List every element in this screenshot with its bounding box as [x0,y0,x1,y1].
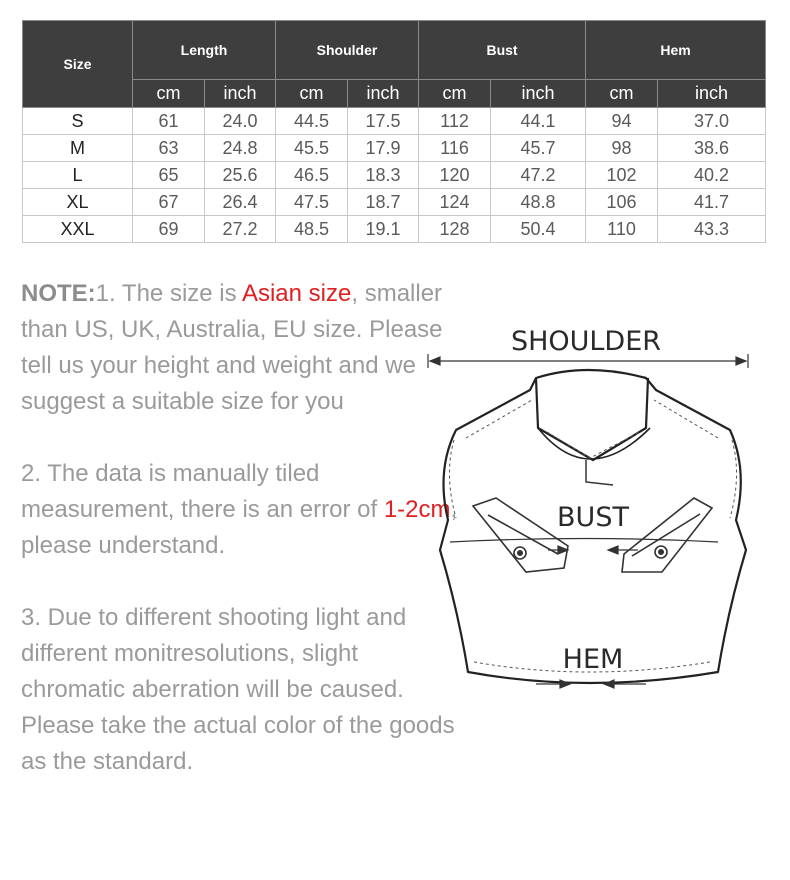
length-header: Length [133,21,276,80]
measurement-cell: 124 [419,189,491,216]
measurement-cell: 24.0 [205,108,276,135]
measurement-cell: 45.5 [276,135,348,162]
measurement-cell: 112 [419,108,491,135]
measurement-cell: 18.7 [348,189,419,216]
note-2-text-end: , please understand. [21,496,458,559]
bust-header: Bust [419,21,586,80]
size-cell: L [23,162,133,189]
measurement-cell: 17.9 [348,135,419,162]
note-1-text-end: , smaller than US, UK, Australia, EU size. Please tell us your height and weight and we suggest a suitable size for you [21,280,443,415]
measurement-cell: 116 [419,135,491,162]
hem-label: HEM [562,644,624,675]
hem-header: Hem [586,21,766,80]
right-pocket [622,498,712,572]
measurement-cell: 110 [586,216,658,243]
unit-header: inch [658,80,766,108]
size-column-header: Size [23,21,133,108]
measurement-cell: 19.1 [348,216,419,243]
measurement-cell: 44.5 [276,108,348,135]
size-cell: S [23,108,133,135]
size-chart-body [23,108,766,243]
note-2 [21,456,461,564]
measurement-cell: 94 [586,108,658,135]
table-row [23,108,766,135]
measurement-cell: 40.2 [658,162,766,189]
measurement-cell: 37.0 [658,108,766,135]
measurement-cell: 48.8 [491,189,586,216]
note-1-highlight: Asian size [241,280,352,307]
measurement-cell: 106 [586,189,658,216]
shoulder-header: Shoulder [276,21,419,80]
shoulder-label: SHOULDER [510,326,662,357]
measurement-cell: 17.5 [348,108,419,135]
left-pocket [473,498,568,572]
measurement-cell: 98 [586,135,658,162]
measurement-cell: 67 [133,189,205,216]
measurement-cell: 61 [133,108,205,135]
unit-header: cm [419,80,491,108]
size-cell: XL [23,189,133,216]
placket-line [586,460,613,485]
measurement-cell: 43.3 [658,216,766,243]
note-2-text: 2. The data is manually tiled measurement, there is an error of [21,460,384,523]
measurement-cell: 41.7 [658,189,766,216]
garment-stitching [449,400,736,672]
measurement-cell: 47.5 [276,189,348,216]
unit-header: inch [491,80,586,108]
measurement-cell: 24.8 [205,135,276,162]
measurement-cell: 38.6 [658,135,766,162]
measurement-cell: 69 [133,216,205,243]
notes-section [21,276,461,816]
unit-header: inch [205,80,276,108]
note-1-text: 1. The size is [95,280,242,307]
size-cell: XXL [23,216,133,243]
garment-measurement-diagram [418,310,768,710]
note-label: NOTE: [21,280,96,307]
table-row [23,135,766,162]
measurement-cell: 120 [419,162,491,189]
measurement-cell: 47.2 [491,162,586,189]
unit-header: cm [586,80,658,108]
measurement-cell: 48.5 [276,216,348,243]
note-1 [21,276,461,420]
table-row [23,189,766,216]
measurement-cell: 65 [133,162,205,189]
measurement-cell: 63 [133,135,205,162]
measurement-cell: 102 [586,162,658,189]
unit-header: cm [276,80,348,108]
measurement-cell: 128 [419,216,491,243]
table-row [23,216,766,243]
measurement-cell: 18.3 [348,162,419,189]
measurement-cell: 26.4 [205,189,276,216]
note-2-highlight: 1-2cm [383,496,451,523]
bust-label: BUST [557,502,629,533]
measurement-cell: 25.6 [205,162,276,189]
unit-header: inch [348,80,419,108]
measurement-cell: 45.7 [491,135,586,162]
table-row [23,162,766,189]
unit-header: cm [133,80,205,108]
size-cell: M [23,135,133,162]
measurement-cell: 46.5 [276,162,348,189]
measurement-cell: 27.2 [205,216,276,243]
measurement-cell: 50.4 [491,216,586,243]
measurement-cell: 44.1 [491,108,586,135]
note-3: 3. Due to different shooting light and different monitresolutions, slight chromatic aberration will be caused. Please take the actual color of the goods as the standard. [21,604,455,775]
size-chart-table [22,20,766,243]
